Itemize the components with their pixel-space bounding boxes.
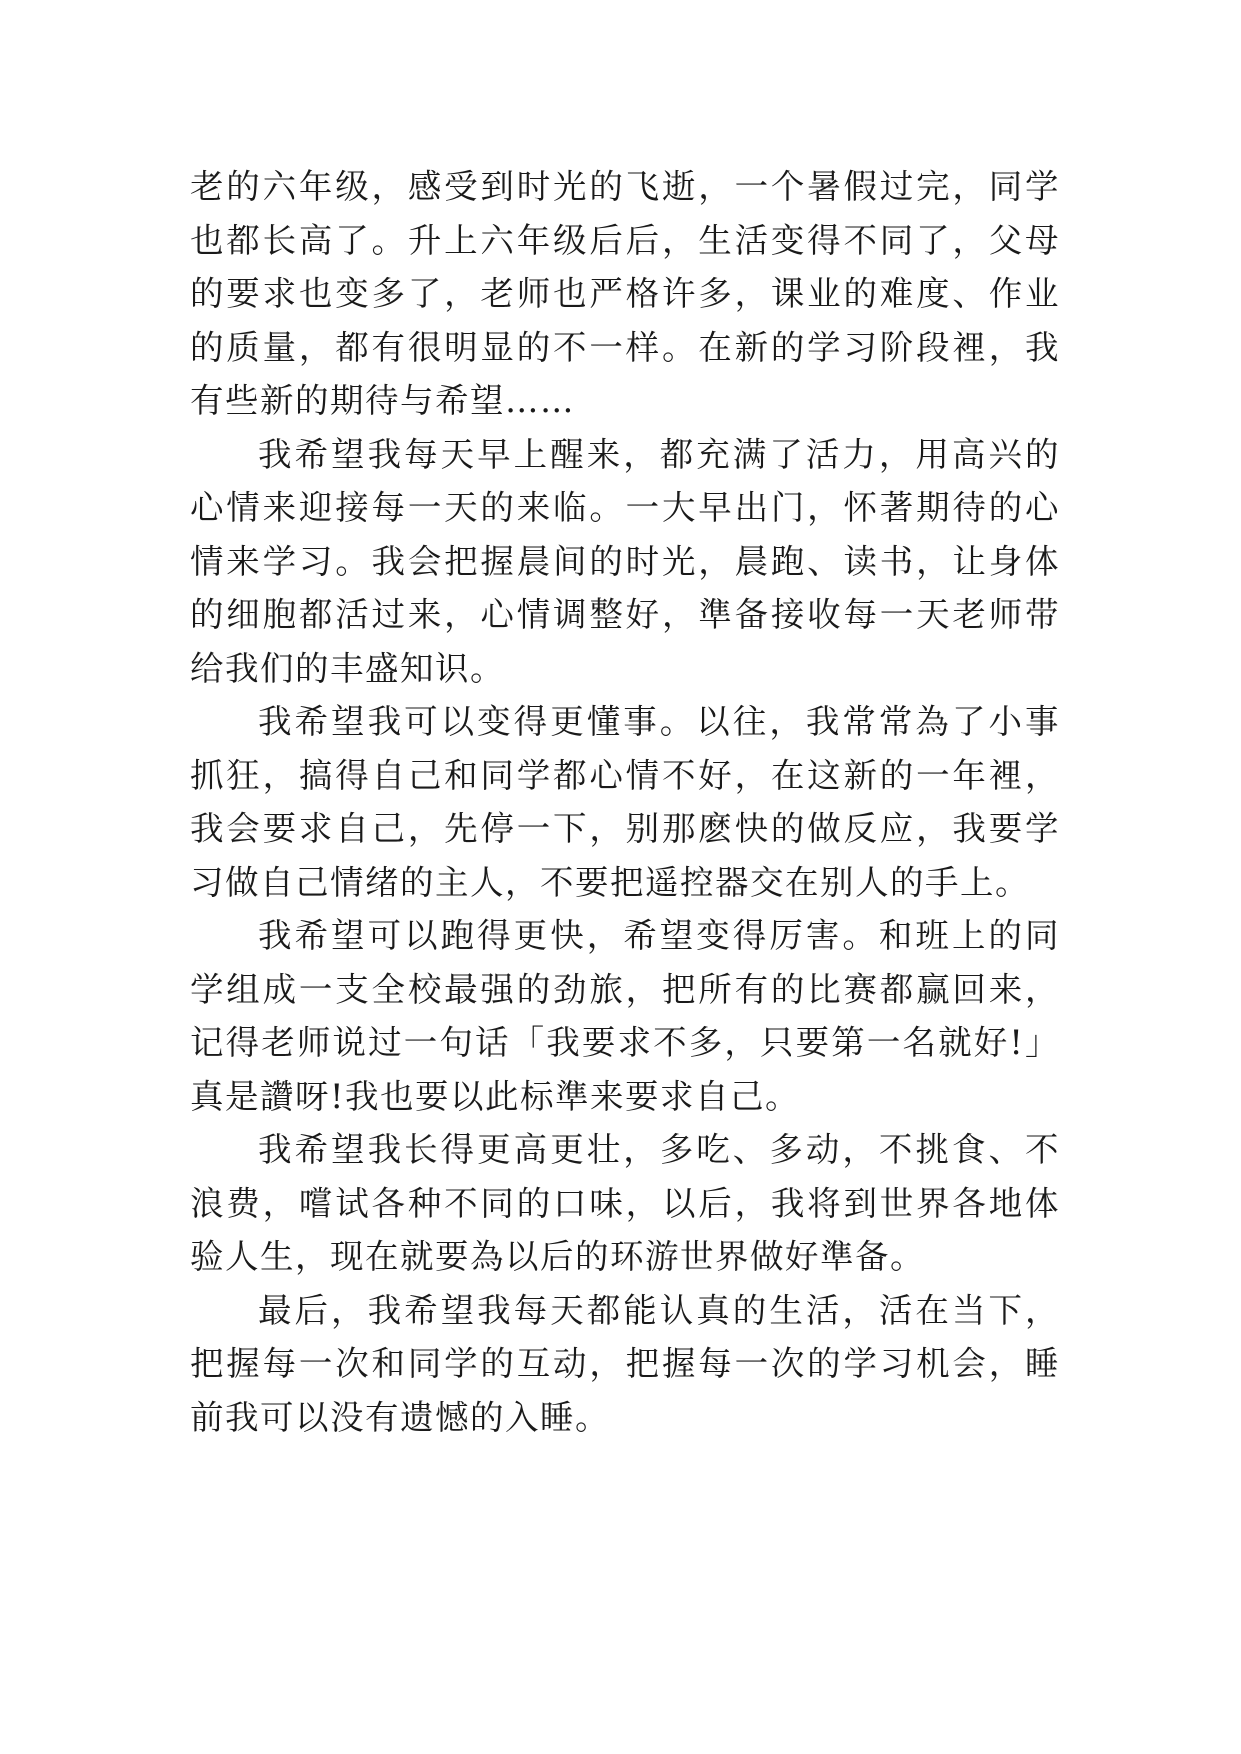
essay-body	[190, 160, 1060, 1444]
paragraph-4: 我希望可以跑得更快，希望变得厉害。和班上的同学组成一支全校最强的劲旅，把所有的比赛都赢回来，记得老师说过一句话「我要求不多，只要第一名就好!」真是讚呀!我也要以此标準来要求自己。	[190, 916, 1060, 1116]
paragraph-1: 老的六年级，感受到时光的飞逝，一个暑假过完，同学也都长高了。升上六年级后后，生活变得不同了，父母的要求也变多了，老师也严格许多，课业的难度、作业的质量，都有很明显的不一样。在新的学习阶段裡，我有些新的期待与希望……	[190, 167, 1060, 420]
paragraph-5: 我希望我长得更高更壮，多吃、多动，不挑食、不浪费，嚐试各种不同的口味，以后，我将到世界各地体验人生，现在就要為以后的环游世界做好準备。	[190, 1130, 1060, 1276]
paragraph-2: 我希望我每天早上醒来，都充满了活力，用高兴的心情来迎接每一天的来临。一大早出门，怀著期待的心情来学习。我会把握晨间的时光，晨跑、读书，让身体的细胞都活过来，心情调整好，準备接收每一天老师带给我们的丰盛知识。	[190, 434, 1060, 688]
paragraph-3: 我希望我可以变得更懂事。以往，我常常為了小事抓狂，搞得自己和同学都心情不好，在这新的一年裡，我会要求自己，先停一下，别那麽快的做反应，我要学习做自己情绪的主人，不要把遥控器交在别人的手上。	[190, 702, 1060, 902]
paragraph-6: 最后，我希望我每天都能认真的生活，活在当下，把握每一次和同学的互动，把握每一次的学习机会，睡前我可以没有遗憾的入睡。	[190, 1290, 1060, 1437]
